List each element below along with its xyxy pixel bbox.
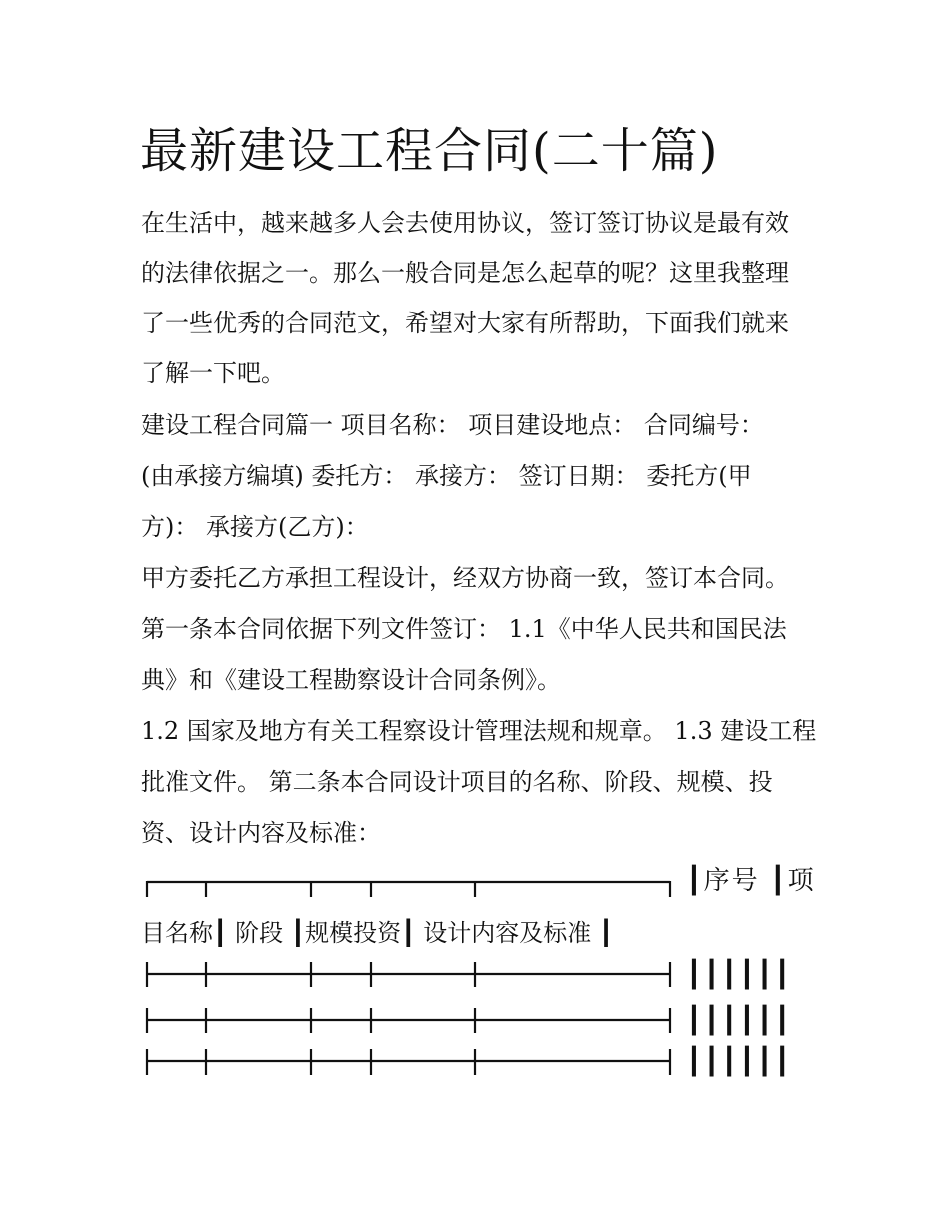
section-line-6: 典》和《建设工程勘察设计合同条例》。 <box>141 666 561 694</box>
section-line-9: 资、设计内容及标准： <box>141 819 381 847</box>
table-row-bars: ┃┃┃┃┃┃ <box>686 1047 792 1077</box>
section-line-7: 1.2 国家及地方有关工程察设计管理法规和规章。 1.3 建设工程 <box>141 717 817 745</box>
intro-line-2: 的法律依据之一。那么一般合同是怎么起草的呢？这里我整理 <box>141 259 789 287</box>
table-header-right: ┃序号 ┃项 <box>686 866 816 896</box>
page-title: 最新建设工程合同(二十篇) <box>140 123 719 179</box>
section-line-4: 甲方委托乙方承担工程设计，经双方协商一致，签订本合同。 <box>141 564 789 592</box>
section-line-1: 建设工程合同篇一 项目名称： 项目建设地点： 合同编号： <box>141 411 764 439</box>
section-line-8: 批准文件。 第二条本合同设计项目的名称、阶段、规模、投 <box>141 768 773 796</box>
table-row-bars: ┃┃┃┃┃┃ <box>686 960 792 990</box>
section-line-2: (由承接方编填) 委托方： 承接方： 签订日期： 委托方(甲 <box>141 462 752 490</box>
intro-line-1: 在生活中，越来越多人会去使用协议，签订签订协议是最有效 <box>141 209 789 237</box>
section-line-5: 第一条本合同依据下列文件签订： 1.1《中华人民共和国民法 <box>141 615 787 643</box>
table-row-bars: ┃┃┃┃┃┃ <box>686 1006 792 1036</box>
intro-line-3: 了一些优秀的合同范文，希望对大家有所帮助，下面我们就来 <box>141 309 789 337</box>
intro-line-4: 了解一下吧。 <box>141 359 285 387</box>
table-header-line: 目名称┃ 阶段 ┃规模投资┃ 设计内容及标准 ┃ <box>141 919 614 947</box>
section-line-3: 方)： 承接方(乙方)： <box>141 513 369 541</box>
